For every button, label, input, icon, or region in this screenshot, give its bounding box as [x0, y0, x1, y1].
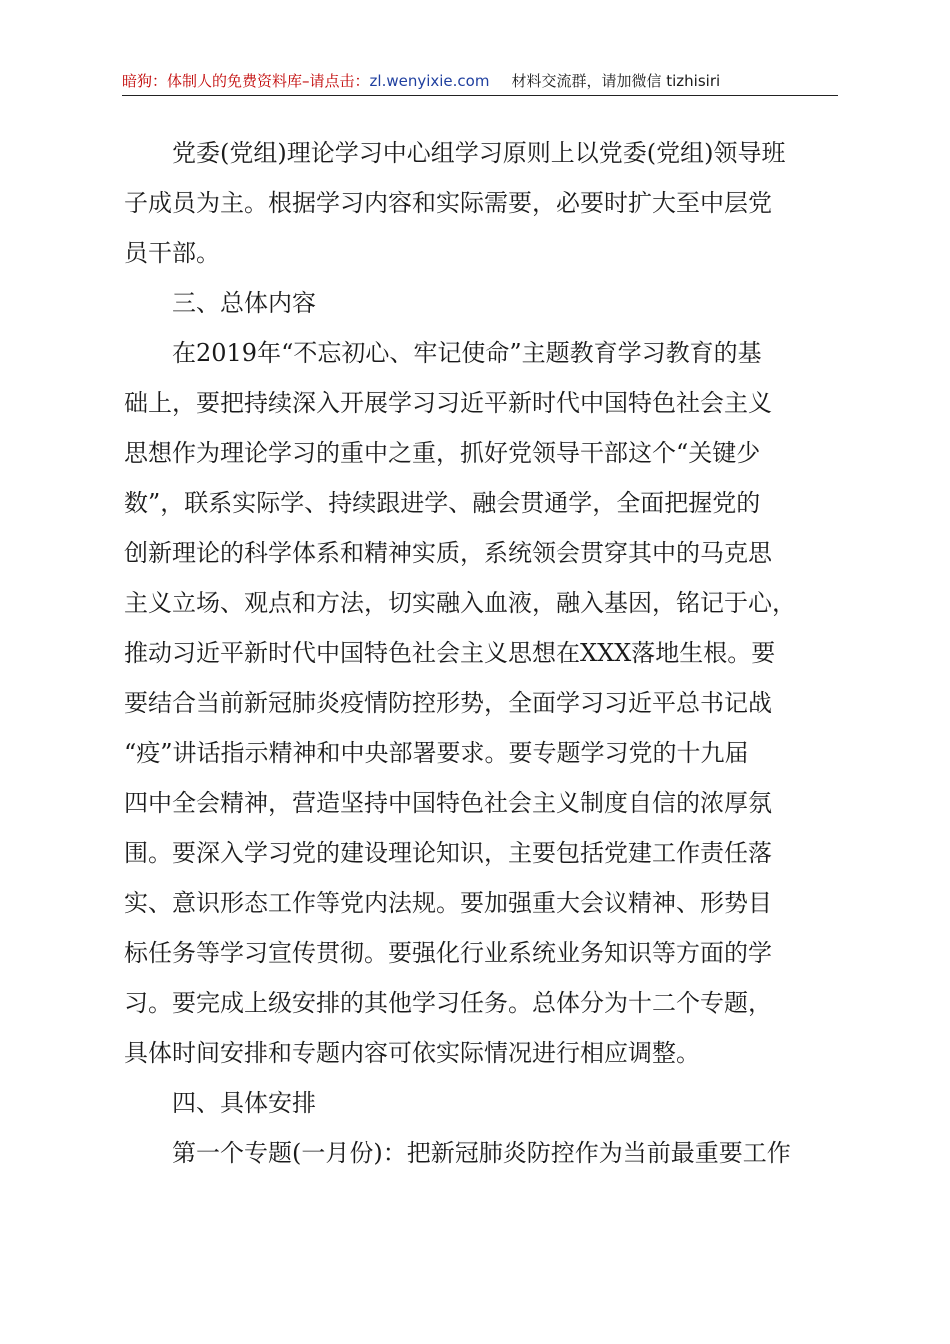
text-line: 党委(党组)理论学习中心组学习原则上以党委(党组)领导班	[124, 139, 786, 167]
text-line: 习。要完成上级安排的其他学习任务。总体分为十二个专题，	[124, 989, 772, 1017]
page-header	[122, 68, 838, 94]
header-wechat-note: 材料交流群，请加微信 tizhisiri	[511, 72, 721, 90]
text-line: 围。要深入学习党的建设理论知识，主要包括党建工作责任落	[124, 839, 772, 867]
text-line: 要结合当前新冠肺炎疫情防控形势，全面学习习近平总书记战	[124, 689, 772, 717]
header-divider	[122, 95, 838, 96]
text-line: 主义立场、观点和方法，切实融入血液，融入基因，铭记于心，	[124, 589, 796, 617]
header-link[interactable]: zl.wenyixie.com	[369, 72, 490, 90]
text-line: 具体时间安排和专题内容可依实际情况进行相应调整。	[124, 1039, 700, 1067]
text-line: 思想作为理论学习的重中之重，抓好党领导干部这个“关键少	[124, 439, 761, 467]
text-line: 员干部。	[124, 239, 220, 267]
text-line: 础上，要把持续深入开展学习习近平新时代中国特色社会主义	[124, 389, 772, 417]
header-brand: 暗狗：体制人的免费资料库	[122, 72, 303, 90]
text-line: 数”，联系实际学、持续跟进学、融会贯通学，全面把握党的	[124, 489, 761, 517]
text-line: 子成员为主。根据学习内容和实际需要，必要时扩大至中层党	[124, 189, 772, 217]
text-line: 实、意识形态工作等党内法规。要加强重大会议精神、形势目	[124, 889, 772, 917]
text-line: 创新理论的科学体系和精神实质，系统领会贯穿其中的马克思	[124, 539, 772, 567]
text-line: 第一个专题(一月份)：把新冠肺炎防控作为当前最重要工作	[124, 1139, 791, 1167]
text-line: 在2019年“不忘初心、牢记使命”主题教育学习教育的基	[124, 339, 762, 367]
text-line: 推动习近平新时代中国特色社会主义思想在XXX落地生根。要	[124, 639, 776, 667]
text-line: “疫”讲话指示精神和中央部署要求。要专题学习党的十九届	[124, 739, 749, 767]
document-body	[124, 128, 836, 1178]
text-line: 四中全会精神，营造坚持中国特色社会主义制度自信的浓厚氛	[124, 789, 772, 817]
section-heading: 三、总体内容	[124, 289, 316, 317]
text-line: 标任务等学习宣传贯彻。要强化行业系统业务知识等方面的学	[124, 939, 772, 967]
header-separator: –请点击：	[302, 72, 370, 90]
section-heading: 四、具体安排	[124, 1089, 316, 1117]
